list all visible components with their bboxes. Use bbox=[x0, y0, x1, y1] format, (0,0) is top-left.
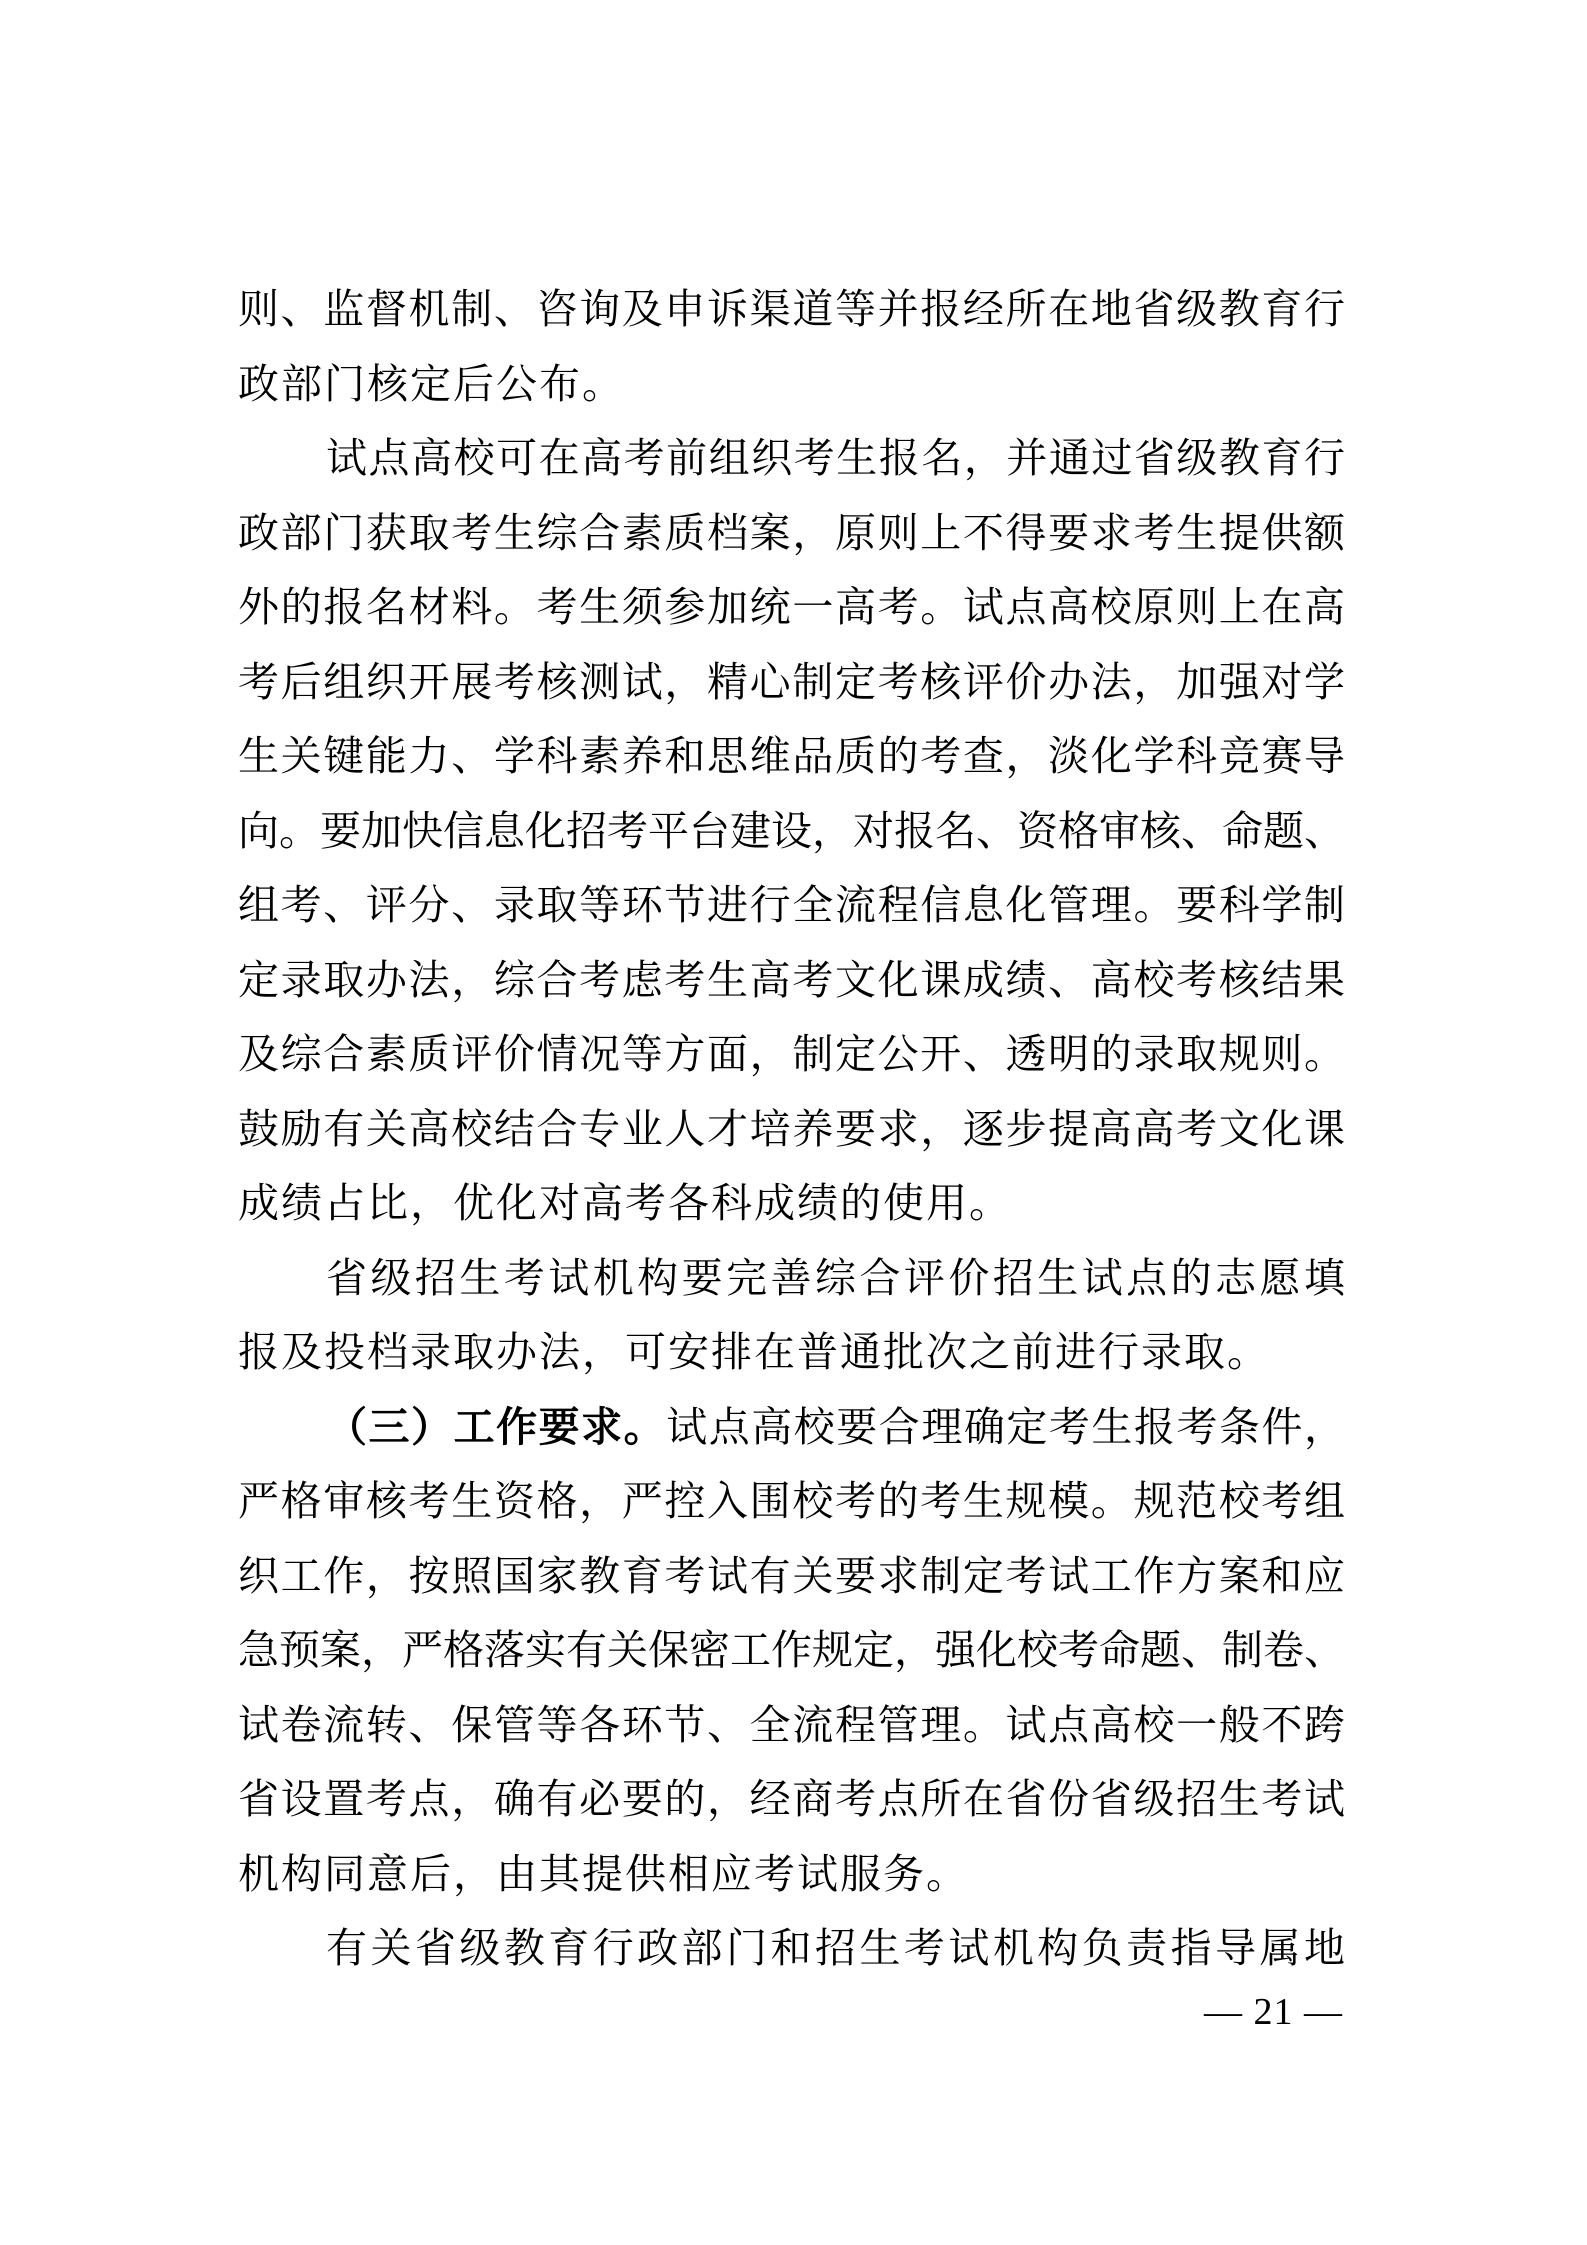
text-line bbox=[238, 1092, 1345, 1167]
text-line bbox=[238, 421, 1345, 496]
text-line bbox=[238, 1315, 1345, 1390]
text-segment: 省级招生考试机构要完善综合评价招生试点的志愿填 bbox=[326, 1254, 1345, 1301]
text-line bbox=[238, 794, 1345, 869]
text-segment: 严格审核考生资格，严控入围校考的考生规模。规范校考组 bbox=[238, 1478, 1345, 1524]
text-line bbox=[238, 1762, 1345, 1837]
text-line bbox=[238, 1688, 1345, 1763]
text-segment: 组考、评分、录取等环节进行全流程信息化管理。要科学制 bbox=[238, 882, 1345, 928]
text-segment: 机构同意后，由其提供相应考试服务。 bbox=[238, 1850, 969, 1897]
page-number: — 21 — bbox=[1204, 1991, 1343, 2033]
text-line bbox=[238, 1241, 1345, 1316]
text-segment: 政部门获取考生综合素质档案，原则上不得要求考生提供额 bbox=[238, 509, 1345, 556]
text-line bbox=[238, 1464, 1345, 1539]
text-line bbox=[238, 1539, 1345, 1614]
text-line bbox=[238, 1837, 1345, 1912]
text-line bbox=[238, 496, 1345, 571]
text-line bbox=[238, 1613, 1345, 1688]
text-segment: 鼓励有关高校结合专业人才培养要求，逐步提高高考文化课 bbox=[238, 1105, 1345, 1152]
text-segment: 则、监督机制、咨询及申诉渠道等并报经所在地省级教育行 bbox=[238, 286, 1345, 332]
text-line bbox=[238, 347, 1345, 422]
text-segment: 有关省级教育行政部门和招生考试机构负责指导属地 bbox=[326, 1925, 1345, 1971]
text-segment: 定录取办法，综合考虑考生高考文化课成绩、高校考核结果 bbox=[238, 956, 1345, 1003]
text-line bbox=[238, 570, 1345, 645]
text-line bbox=[238, 1911, 1345, 1986]
text-segment: 织工作，按照国家教育考试有关要求制定考试工作方案和应 bbox=[238, 1552, 1345, 1599]
text-line bbox=[238, 272, 1345, 347]
text-segment: 考后组织开展考核测试，精心制定考核评价办法，加强对学 bbox=[238, 658, 1345, 705]
text-line bbox=[238, 719, 1345, 794]
text-line bbox=[238, 943, 1345, 1018]
text-segment: 政部门核定后公布。 bbox=[238, 360, 625, 407]
text-segment: 及综合素质评价情况等方面，制定公开、透明的录取规则。 bbox=[238, 1031, 1345, 1077]
text-segment: 生关键能力、学科素养和思维品质的考查，淡化学科竞赛导 bbox=[238, 733, 1345, 779]
text-segment: 成绩占比，优化对高考各科成绩的使用。 bbox=[238, 1180, 1012, 1226]
section-heading-text: （三）工作要求。 bbox=[326, 1403, 667, 1450]
text-line bbox=[238, 1390, 1345, 1465]
text-segment: 急预案，严格落实有关保密工作规定，强化校考命题、制卷、 bbox=[238, 1627, 1345, 1673]
text-segment: 省设置考点，确有必要的，经商考点所在省份省级招生考试 bbox=[238, 1776, 1345, 1822]
document-body bbox=[238, 272, 1345, 1986]
text-line bbox=[238, 1017, 1345, 1092]
text-segment: 试卷流转、保管等各环节、全流程管理。试点高校一般不跨 bbox=[238, 1701, 1345, 1748]
text-segment: 报及投档录取办法，可安排在普通批次之前进行录取。 bbox=[238, 1329, 1270, 1375]
text-segment: 外的报名材料。考生须参加统一高考。试点高校原则上在高 bbox=[238, 584, 1345, 630]
text-segment: 试点高校可在高考前组织考生报名，并通过省级教育行 bbox=[326, 435, 1345, 481]
text-line bbox=[238, 868, 1345, 943]
text-line bbox=[238, 1166, 1345, 1241]
text-line bbox=[238, 645, 1345, 720]
text-segment: 试点高校要合理确定考生报考条件， bbox=[666, 1403, 1346, 1450]
text-segment: 向。要加快信息化招考平台建设，对报名、资格审核、命题、 bbox=[238, 807, 1345, 854]
